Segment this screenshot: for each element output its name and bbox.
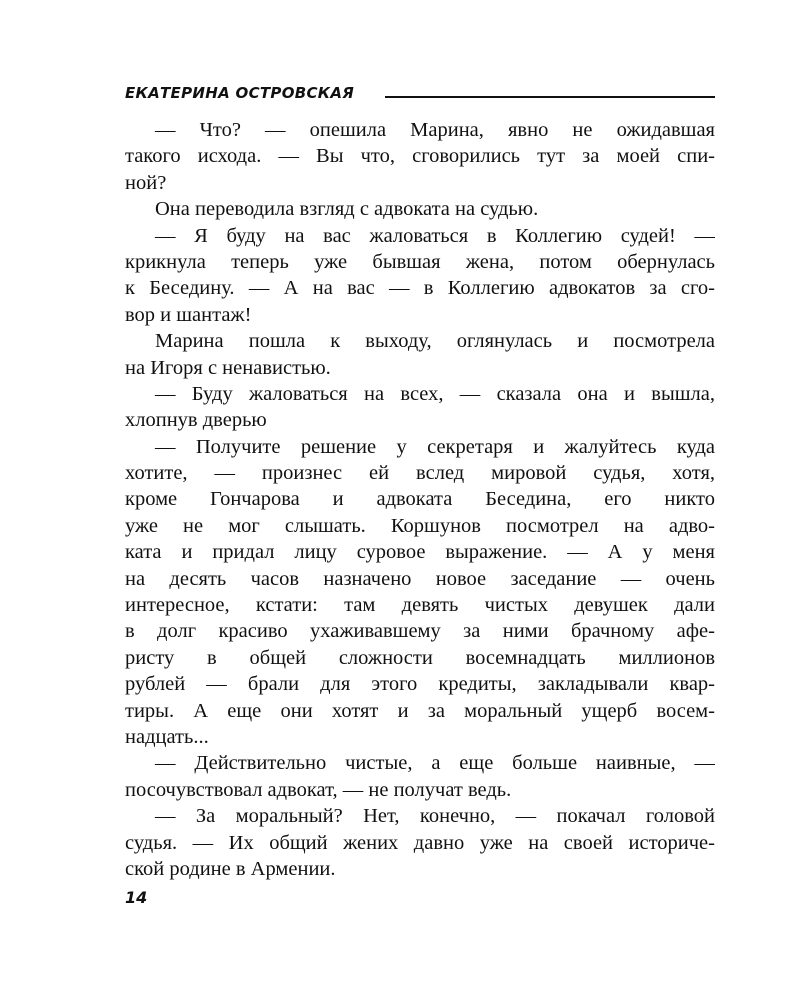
text-line: уже не мог слышать. Коршунов посмотрел на адво- <box>125 514 715 537</box>
text-line: кроме Гончарова и адвоката Беседина, его никто <box>125 488 715 511</box>
page-body <box>125 117 715 882</box>
text-line: на Игоря с ненавистью. <box>125 356 331 379</box>
text-line: посочувствовал адвокат, — не получат ведь. <box>125 778 512 801</box>
text-line: Она переводила взгляд с адвоката на судью. <box>155 198 539 221</box>
text-line: такого исхода. — Вы что, сговорились тут за моей спи- <box>125 145 715 168</box>
text-line: Марина пошла к выходу, оглянулась и посмотрела <box>155 330 715 353</box>
running-header <box>125 83 715 103</box>
text-line: крикнула теперь уже бывшая жена, потом обернулась <box>125 250 715 273</box>
text-line: в долг красиво ухаживавшему за ними брачному афе- <box>125 620 715 643</box>
text-line: ной? <box>125 171 167 194</box>
text-line: надцать... <box>125 725 209 748</box>
header-rule <box>385 96 715 98</box>
text-line: — Я буду на вас жаловаться в Коллегию судей! — <box>155 224 715 247</box>
text-line: — Получите решение у секретаря и жалуйтесь куда <box>155 435 715 458</box>
text-line: тиры. А еще они хотят и за моральный ущерб восем- <box>125 699 715 722</box>
text-line: хлопнув дверью <box>125 409 267 432</box>
text-line: — Действительно чистые, а еще больше наивные, — <box>155 752 715 775</box>
text-line: хотите, — произнес ей вслед мировой судья, хотя, <box>125 462 715 485</box>
text-line: ской родине в Армении. <box>125 857 336 880</box>
text-line: — За моральный? Нет, конечно, — покачал головой <box>155 805 715 828</box>
text-line: ката и придал лицу суровое выражение. — А у меня <box>125 541 715 564</box>
text-line: судья. — Их общий жених давно уже на своей историче- <box>125 831 715 854</box>
author-name: ЕКАТЕРИНА ОСТРОВСКАЯ <box>125 84 355 102</box>
text-line: ристу в общей сложности восемнадцать миллионов <box>125 646 715 669</box>
page-number: 14 <box>125 888 148 907</box>
text-line: рублей — брали для этого кредиты, закладывали квар- <box>125 673 715 696</box>
text-line: интересное, кстати: там девять чистых девушек дали <box>125 594 715 617</box>
text-line: к Беседину. — А на вас — в Коллегию адвокатов за сго- <box>125 277 715 300</box>
text-line: — Что? — опешила Марина, явно не ожидавшая <box>155 119 715 141</box>
text-line: на десять часов назначено новое заседание — очень <box>125 567 715 590</box>
text-line: вор и шантаж! <box>125 303 252 326</box>
text-line: — Буду жаловаться на всех, — сказала она и вышла, <box>155 382 715 405</box>
